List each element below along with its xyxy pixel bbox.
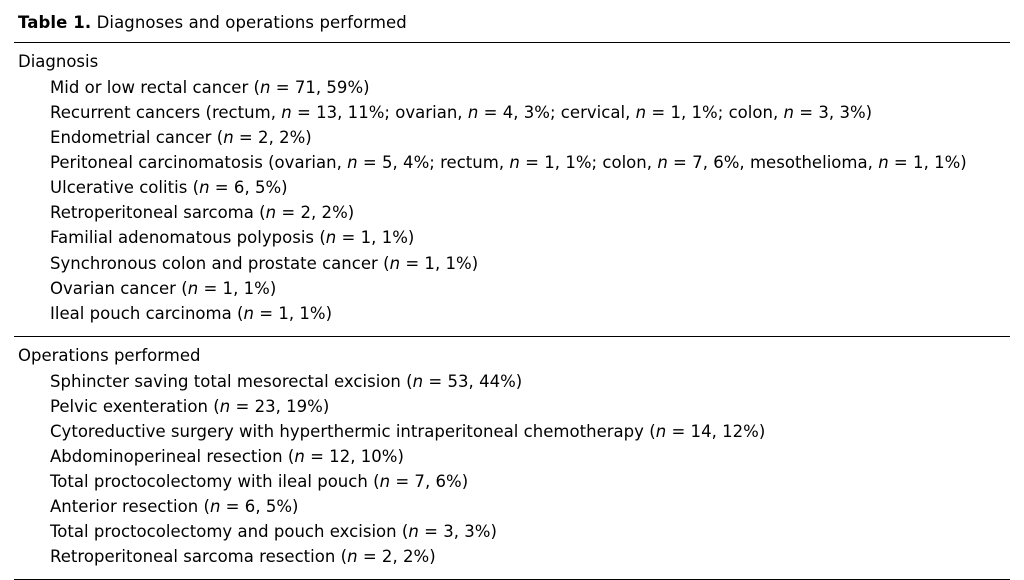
table-row: Recurrent cancers (rectum, n = 13, 11%; ovarian, n = 4, 3%; cervical, n = 1, 1%; colon, n = 3, 3%) [50, 103, 873, 123]
table-row: Cytoreductive surgery with hyperthermic intraperitoneal chemotherapy (n = 14, 12%) [50, 421, 766, 441]
table-row: Total proctocolectomy with ileal pouch (n = 7, 6%) [50, 471, 469, 491]
table-row: Anterior resection (n = 6, 5%) [50, 496, 299, 516]
table-caption [14, 10, 1010, 42]
section-title-operations: Operations performed [18, 345, 201, 365]
table-row: Ovarian cancer (n = 1, 1%) [50, 278, 277, 298]
table-caption-label: Table 1. [18, 13, 92, 32]
table-row: Total proctocolectomy and pouch excision (n = 3, 3%) [50, 522, 497, 542]
table-row: Peritoneal carcinomatosis (ovarian, n = 5, 4%; rectum, n = 1, 1%; colon, n = 7, 6%, mesothelioma, n = 1, 1%) [50, 153, 967, 173]
table-section-operations [14, 337, 1010, 579]
table-row: Ulcerative colitis (n = 6, 5%) [50, 178, 288, 198]
table-row: Pelvic exenteration (n = 23, 19%) [50, 396, 330, 416]
table-row: Retroperitoneal sarcoma resection (n = 2, 2%) [50, 547, 436, 567]
table-section-diagnosis [14, 43, 1010, 336]
table-row: Mid or low rectal cancer (n = 71, 59%) [50, 78, 370, 98]
table-caption-text: Diagnoses and operations performed [96, 13, 407, 32]
table-row: Abdominoperineal resection (n = 12, 10%) [50, 446, 404, 466]
section-spacer [14, 569, 1010, 575]
table-row: Endometrial cancer (n = 2, 2%) [50, 128, 312, 148]
table-row: Sphincter saving total mesorectal excision (n = 53, 44%) [50, 371, 523, 391]
section-spacer [14, 326, 1010, 332]
section-title-diagnosis: Diagnosis [18, 52, 99, 72]
table-row: Ileal pouch carcinoma (n = 1, 1%) [50, 303, 333, 323]
table-row: Synchronous colon and prostate cancer (n = 1, 1%) [50, 253, 479, 273]
table-row: Retroperitoneal sarcoma (n = 2, 2%) [50, 203, 355, 223]
table-row: Familial adenomatous polyposis (n = 1, 1%) [50, 228, 415, 248]
